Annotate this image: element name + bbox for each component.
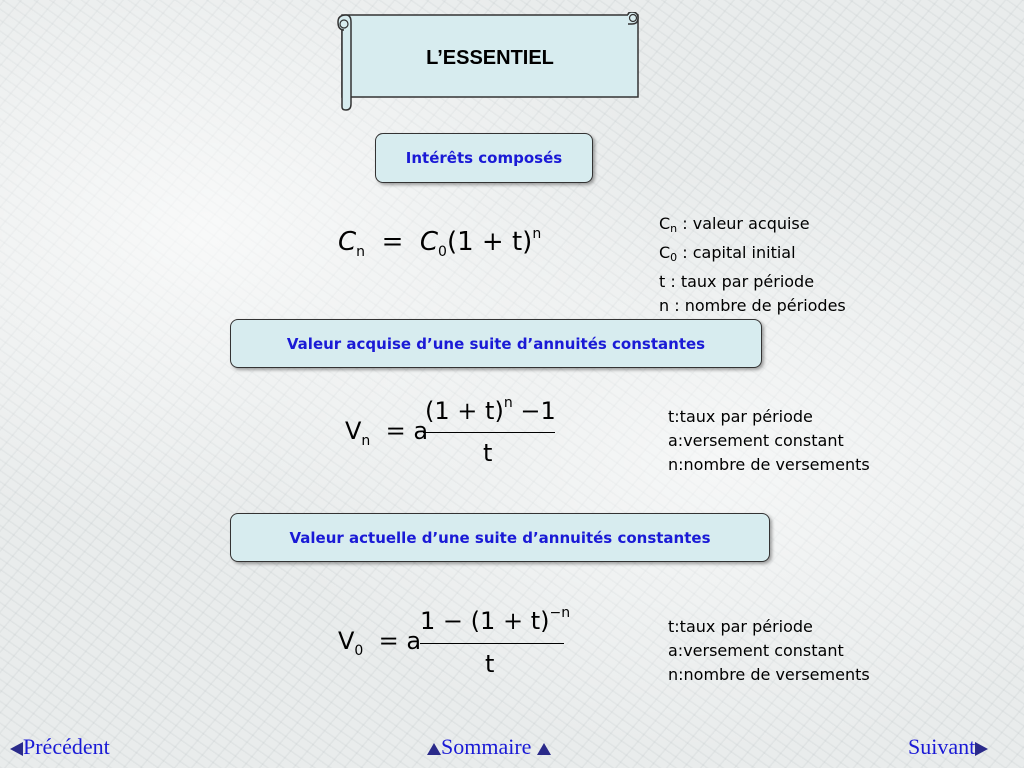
section-label-present-value-annuity: Valeur actuelle d’une suite d’annuités constantes xyxy=(230,513,770,562)
table-of-contents-link[interactable]: Sommaire xyxy=(427,734,551,760)
next-link[interactable]: Suivant xyxy=(908,734,988,760)
fraction-bar xyxy=(420,643,564,644)
present-value-legend: t:taux par période a:versement constant n:nombre de versements xyxy=(668,617,870,684)
compound-interest-formula: $C_n = C_0(1 + t)^n$ xyxy=(338,226,542,260)
fraction-numerator: $(1 + t)^n -1$ xyxy=(425,395,556,425)
fraction-numerator: $1 - (1 + t)^{-n}$ xyxy=(420,605,571,635)
fraction-denominator: t xyxy=(485,650,495,678)
section-label-future-value-annuity: Valeur acquise d’une suite d’annuités constantes xyxy=(230,319,762,368)
present-value-annuity-formula: $V_0 = a$ $1 - (1 + t)^{-n}$ t xyxy=(338,605,571,678)
compound-interest-legend: Cn : valeur acquise C0 : capital initial t : taux par période n : nombre de périodes xyxy=(659,214,846,315)
fraction-bar xyxy=(423,432,555,433)
arrow-left-icon xyxy=(10,742,23,756)
arrow-up-icon xyxy=(537,743,551,755)
arrow-right-icon xyxy=(975,742,988,756)
previous-link[interactable]: Précédent xyxy=(10,734,110,760)
section-label-compound-interest: Intérêts composés xyxy=(375,133,593,183)
fraction-denominator: t xyxy=(483,439,493,467)
future-value-annuity-formula: $V_n = a$ $(1 + t)^n -1$ t xyxy=(345,395,556,467)
future-value-legend: t:taux par période a:versement constant n:nombre de versements xyxy=(668,407,870,474)
arrow-up-icon xyxy=(427,743,441,755)
page-title: L’ESSENTIEL xyxy=(426,47,554,69)
